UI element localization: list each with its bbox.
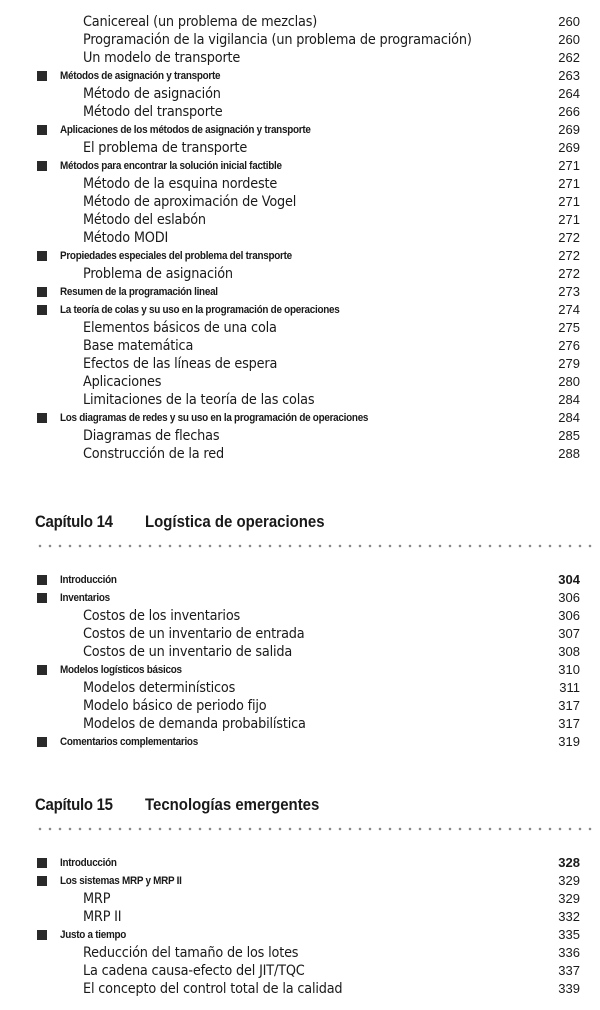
entry-page-number: 304 <box>558 572 580 587</box>
toc-sub-entry <box>0 104 600 122</box>
entry-page-number: 306 <box>558 608 580 623</box>
entry-title: Método del eslabón <box>83 212 206 228</box>
toc-sub-entry <box>0 86 600 104</box>
toc-sub-entry <box>0 320 600 338</box>
toc-sub-entry <box>0 14 600 32</box>
toc-sub-entry <box>0 32 600 50</box>
entry-page-number: 311 <box>559 680 580 695</box>
entry-page-number: 271 <box>558 176 580 191</box>
toc-sub-entry <box>0 428 600 446</box>
entry-title: Reducción del tamaño de los lotes <box>83 945 299 961</box>
toc-sub-entry <box>0 374 600 392</box>
entry-title: Problema de asignación <box>83 266 233 282</box>
square-bullet-icon <box>37 71 47 81</box>
entry-title: Inventarios <box>60 592 110 604</box>
entry-title: Elementos básicos de una cola <box>83 320 277 336</box>
toc-main-entry <box>0 122 600 140</box>
square-bullet-icon <box>37 413 47 423</box>
toc-main-entry <box>0 302 600 320</box>
entry-title: Introducción <box>60 857 117 869</box>
entry-title: Método MODI <box>83 230 169 246</box>
entry-title: Modelo básico de periodo fijo <box>83 698 267 714</box>
toc-sub-entry <box>0 891 600 909</box>
square-bullet-icon <box>37 593 47 603</box>
entry-page-number: 274 <box>558 302 580 317</box>
entry-title: Programación de la vigilancia (un problema de programación) <box>83 32 472 48</box>
entry-page-number: 288 <box>558 446 580 461</box>
entry-title: Método de la esquina nordeste <box>83 176 278 192</box>
chapter-15-title: Tecnologías emergentes <box>145 795 320 814</box>
entry-page-number: 335 <box>558 927 580 942</box>
entry-page-number: 273 <box>558 284 580 299</box>
toc-sub-entry <box>0 176 600 194</box>
toc-sub-entry <box>0 981 600 999</box>
toc-sub-entry <box>0 338 600 356</box>
square-bullet-icon <box>37 737 47 747</box>
chapter-14-entries <box>0 572 600 752</box>
toc-sub-entry <box>0 194 600 212</box>
entry-page-number: 284 <box>558 392 580 407</box>
chapter-14-title: Logística de operaciones <box>145 512 325 531</box>
entry-title: Justo a tiempo <box>60 929 127 941</box>
toc-sub-entry <box>0 909 600 927</box>
entry-title: Los sistemas MRP y MRP II <box>60 875 182 887</box>
chapter-15-entries <box>0 855 600 999</box>
toc-sub-entry <box>0 266 600 284</box>
entry-page-number: 336 <box>558 945 580 960</box>
dotted-separator <box>35 544 595 548</box>
entry-title: La teoría de colas y su uso en la programación de operaciones <box>60 304 340 316</box>
dotted-separator <box>35 827 595 831</box>
entry-title: Canicereal (un problema de mezclas) <box>83 14 318 30</box>
entry-title: MRP II <box>83 909 122 925</box>
toc-main-entry <box>0 873 600 891</box>
toc-main-entry <box>0 734 600 752</box>
entry-page-number: 310 <box>558 662 580 677</box>
entry-page-number: 264 <box>558 86 580 101</box>
entry-page-number: 337 <box>558 963 580 978</box>
entry-page-number: 266 <box>558 104 580 119</box>
entry-title: Método de asignación <box>83 86 221 102</box>
entry-title: Métodos de asignación y transporte <box>60 70 221 82</box>
entry-title: Costos de un inventario de entrada <box>83 626 305 642</box>
square-bullet-icon <box>37 287 47 297</box>
toc-main-entry <box>0 855 600 873</box>
entry-title: La cadena causa-efecto del JIT/TQC <box>83 963 305 979</box>
toc-sub-entry <box>0 945 600 963</box>
entry-page-number: 272 <box>558 266 580 281</box>
entry-page-number: 271 <box>558 212 580 227</box>
entry-page-number: 263 <box>558 68 580 83</box>
square-bullet-icon <box>37 305 47 315</box>
toc-sub-entry <box>0 963 600 981</box>
entry-title: Modelos de demanda probabilística <box>83 716 306 732</box>
entry-page-number: 271 <box>558 194 580 209</box>
entry-page-number: 276 <box>558 338 580 353</box>
entry-page-number: 285 <box>558 428 580 443</box>
entry-page-number: 332 <box>558 909 580 924</box>
entry-title: Diagramas de flechas <box>83 428 220 444</box>
entry-page-number: 280 <box>558 374 580 389</box>
entry-title: Método de aproximación de Vogel <box>83 194 297 210</box>
entry-title: Método del transporte <box>83 104 223 120</box>
entry-page-number: 272 <box>558 248 580 263</box>
entry-page-number: 271 <box>558 158 580 173</box>
entry-title: Aplicaciones <box>83 374 162 390</box>
square-bullet-icon <box>37 161 47 171</box>
entry-title: MRP <box>83 891 111 907</box>
entry-page-number: 279 <box>558 356 580 371</box>
entry-page-number: 317 <box>558 698 580 713</box>
entry-title: Aplicaciones de los métodos de asignación y transporte <box>60 124 311 136</box>
toc-sub-entry <box>0 230 600 248</box>
toc-main-entry <box>0 410 600 428</box>
entry-page-number: 329 <box>558 873 580 888</box>
toc-sub-entry <box>0 392 600 410</box>
square-bullet-icon <box>37 930 47 940</box>
entry-page-number: 339 <box>558 981 580 996</box>
toc-sub-entry <box>0 626 600 644</box>
toc-sub-entry <box>0 50 600 68</box>
entry-page-number: 284 <box>558 410 580 425</box>
entry-page-number: 329 <box>558 891 580 906</box>
toc-main-entry <box>0 284 600 302</box>
chapter-14-heading <box>35 512 595 534</box>
entry-title: Un modelo de transporte <box>83 50 241 66</box>
square-bullet-icon <box>37 575 47 585</box>
entry-title: Base matemática <box>83 338 194 354</box>
entry-page-number: 306 <box>558 590 580 605</box>
toc-sub-entry <box>0 140 600 158</box>
entry-title: Modelos logísticos básicos <box>60 664 182 676</box>
square-bullet-icon <box>37 125 47 135</box>
entry-title: Comentarios complementarios <box>60 736 198 748</box>
entry-page-number: 307 <box>558 626 580 641</box>
entry-page-number: 275 <box>558 320 580 335</box>
entry-title: Limitaciones de la teoría de las colas <box>83 392 315 408</box>
entry-page-number: 272 <box>558 230 580 245</box>
toc-main-entry <box>0 662 600 680</box>
square-bullet-icon <box>37 251 47 261</box>
toc-continuation <box>0 14 600 464</box>
entry-title: Resumen de la programación lineal <box>60 286 218 298</box>
toc-sub-entry <box>0 716 600 734</box>
entry-page-number: 317 <box>558 716 580 731</box>
entry-page-number: 269 <box>558 140 580 155</box>
entry-title: El concepto del control total de la calidad <box>83 981 343 997</box>
entry-page-number: 308 <box>558 644 580 659</box>
toc-main-entry <box>0 927 600 945</box>
entry-title: Modelos determinísticos <box>83 680 236 696</box>
toc-main-entry <box>0 68 600 86</box>
toc-main-entry <box>0 248 600 266</box>
chapter-14-label: Capítulo 14 <box>35 512 113 531</box>
square-bullet-icon <box>37 858 47 868</box>
toc-sub-entry <box>0 698 600 716</box>
toc-sub-entry <box>0 356 600 374</box>
toc-sub-entry <box>0 608 600 626</box>
chapter-15-heading <box>35 795 595 817</box>
entry-page-number: 260 <box>558 32 580 47</box>
entry-title: Costos de los inventarios <box>83 608 241 624</box>
entry-title: Propiedades especiales del problema del transporte <box>60 250 292 262</box>
toc-sub-entry <box>0 644 600 662</box>
toc-sub-entry <box>0 212 600 230</box>
toc-main-entry <box>0 572 600 590</box>
entry-title: El problema de transporte <box>83 140 248 156</box>
entry-title: Los diagramas de redes y su uso en la programación de operaciones <box>60 412 369 424</box>
square-bullet-icon <box>37 665 47 675</box>
entry-title: Efectos de las líneas de espera <box>83 356 278 372</box>
toc-sub-entry <box>0 680 600 698</box>
entry-title: Introducción <box>60 574 117 586</box>
entry-page-number: 328 <box>558 855 580 870</box>
entry-page-number: 260 <box>558 14 580 29</box>
entry-title: Métodos para encontrar la solución inicial factible <box>60 160 282 172</box>
entry-page-number: 262 <box>558 50 580 65</box>
chapter-15-label: Capítulo 15 <box>35 795 113 814</box>
toc-main-entry <box>0 158 600 176</box>
entry-page-number: 319 <box>558 734 580 749</box>
toc-main-entry <box>0 590 600 608</box>
entry-title: Construcción de la red <box>83 446 224 462</box>
toc-sub-entry <box>0 446 600 464</box>
entry-page-number: 269 <box>558 122 580 137</box>
entry-title: Costos de un inventario de salida <box>83 644 293 660</box>
square-bullet-icon <box>37 876 47 886</box>
